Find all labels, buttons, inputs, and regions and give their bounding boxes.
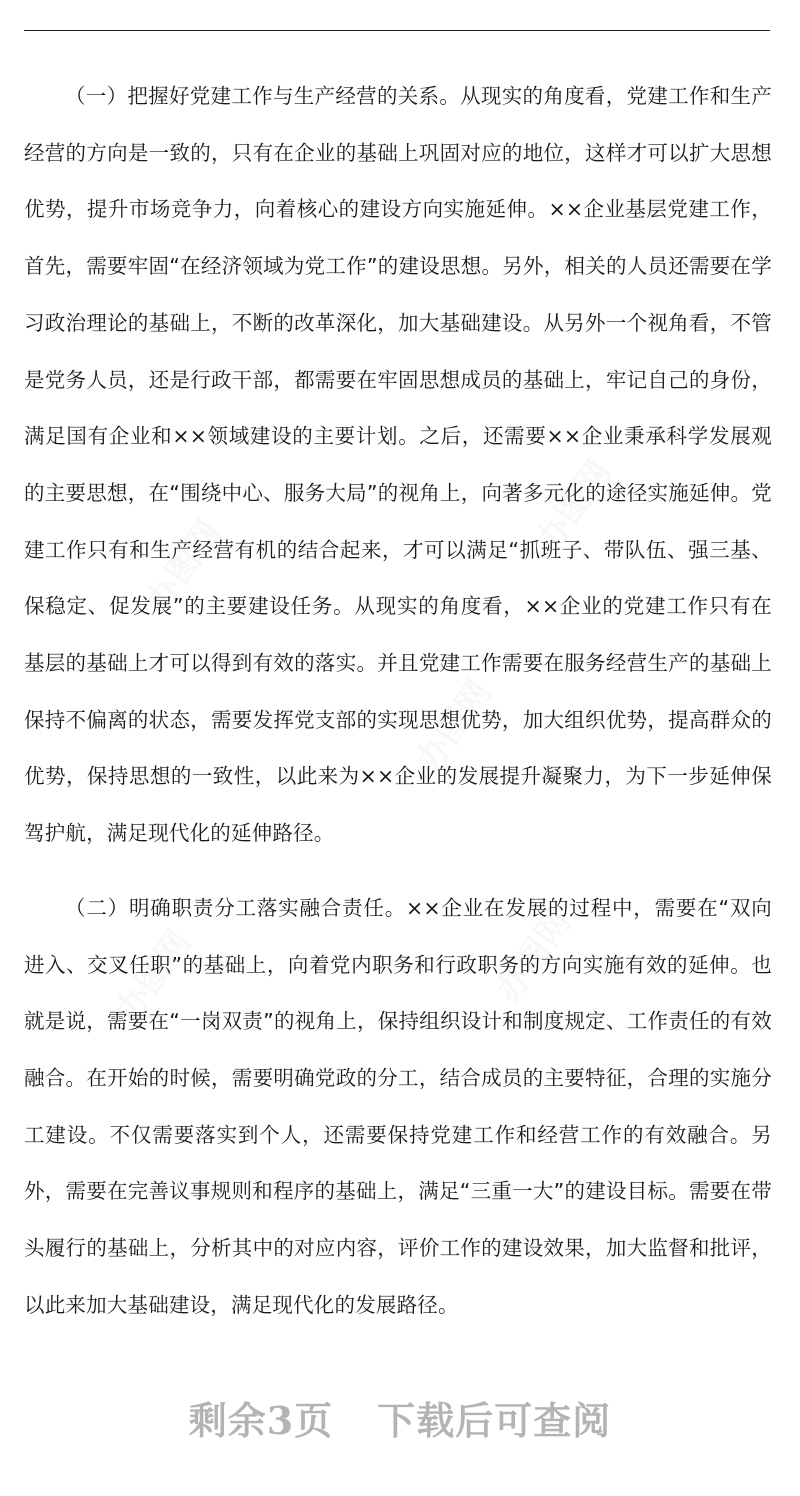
remaining-pages-banner[interactable] bbox=[0, 1390, 800, 1445]
top-divider bbox=[24, 30, 770, 31]
remaining-pages-text: 剩余3页 bbox=[188, 1398, 334, 1443]
paragraph-responsibility-division: （二）明确职责分工落实融合责任。××企业在发展的过程中，需要在“双向进入、交叉任职”的基础上，向着党内职务和行政职务的方向实施有效的延伸。也就是说，需要在“一岗双责”的视角上，保持组织设计和制度规定、工作责任的有效融合。在开始的时候，需要明确党政的分工，结合成员的主要特征，合理的实施分工建设。不仅需要落实到个人，还需要保持党建工作和经营工作的有效融合。另外，需要在完善议事规则和程序的基础上，满足“三重一大”的建设目标。需要在带头履行的基础上，分析其中的对应内容，评价工作的建设效果，加大监督和批评，以此来加大基础建设，满足现代化的发展路径。 bbox=[24, 895, 772, 1317]
watermark: 办图网 bbox=[108, 923, 200, 1030]
paragraph-party-building-and-production: （一）把握好党建工作与生产经营的关系。从现实的角度看，党建工作和生产经营的方向是一致的，只有在企业的基础上巩固对应的地位，这样才可以扩大思想优势，提升市场竞争力，向着核心的建设方向实施延伸。××企业基层党建工作，首先，需要牢固“在经济领域为党工作”的建设思想。另外，相关的人员还需要在学习政治理论的基础上，不断的改革深化，加大基础建设。从另外一个视角看，不管是党务人员，还是行政干部，都需要在牢固思想成员的基础上，牢记自己的身份，满足国有企业和××领域建设的主要计划。之后，还需要××企业秉承科学发展观的主要思想，在“围绕中心、服务大局”的视角上，向著多元化的途径实施延伸。党建工作只有和生产经营有机的结合起来，才可以满足“抓班子、带队伍、强三基、保稳定、促发展”的主要建设任务。从现实的角度看，××企业的党建工作只有在基层的基础上才可以得到有效的落实。并且党建工作需要在服务经营生产的基础上保持不偏离的状态，需要发挥党支部的实现思想优势，加大组织优势，提高群众的优势，保持思想的一致性，以此来为××企业的发展提升凝聚力，为下一步延伸保驾护航，满足现代化的延伸路径。 bbox=[24, 84, 772, 846]
watermark: 办图网 bbox=[408, 673, 500, 780]
watermark: 办图网 bbox=[138, 513, 230, 620]
watermark: 办图网 bbox=[488, 903, 580, 1010]
watermark: 办图网 bbox=[528, 453, 620, 560]
document-body bbox=[24, 68, 772, 1333]
download-hint-text: 下载后可查阅 bbox=[377, 1398, 612, 1443]
